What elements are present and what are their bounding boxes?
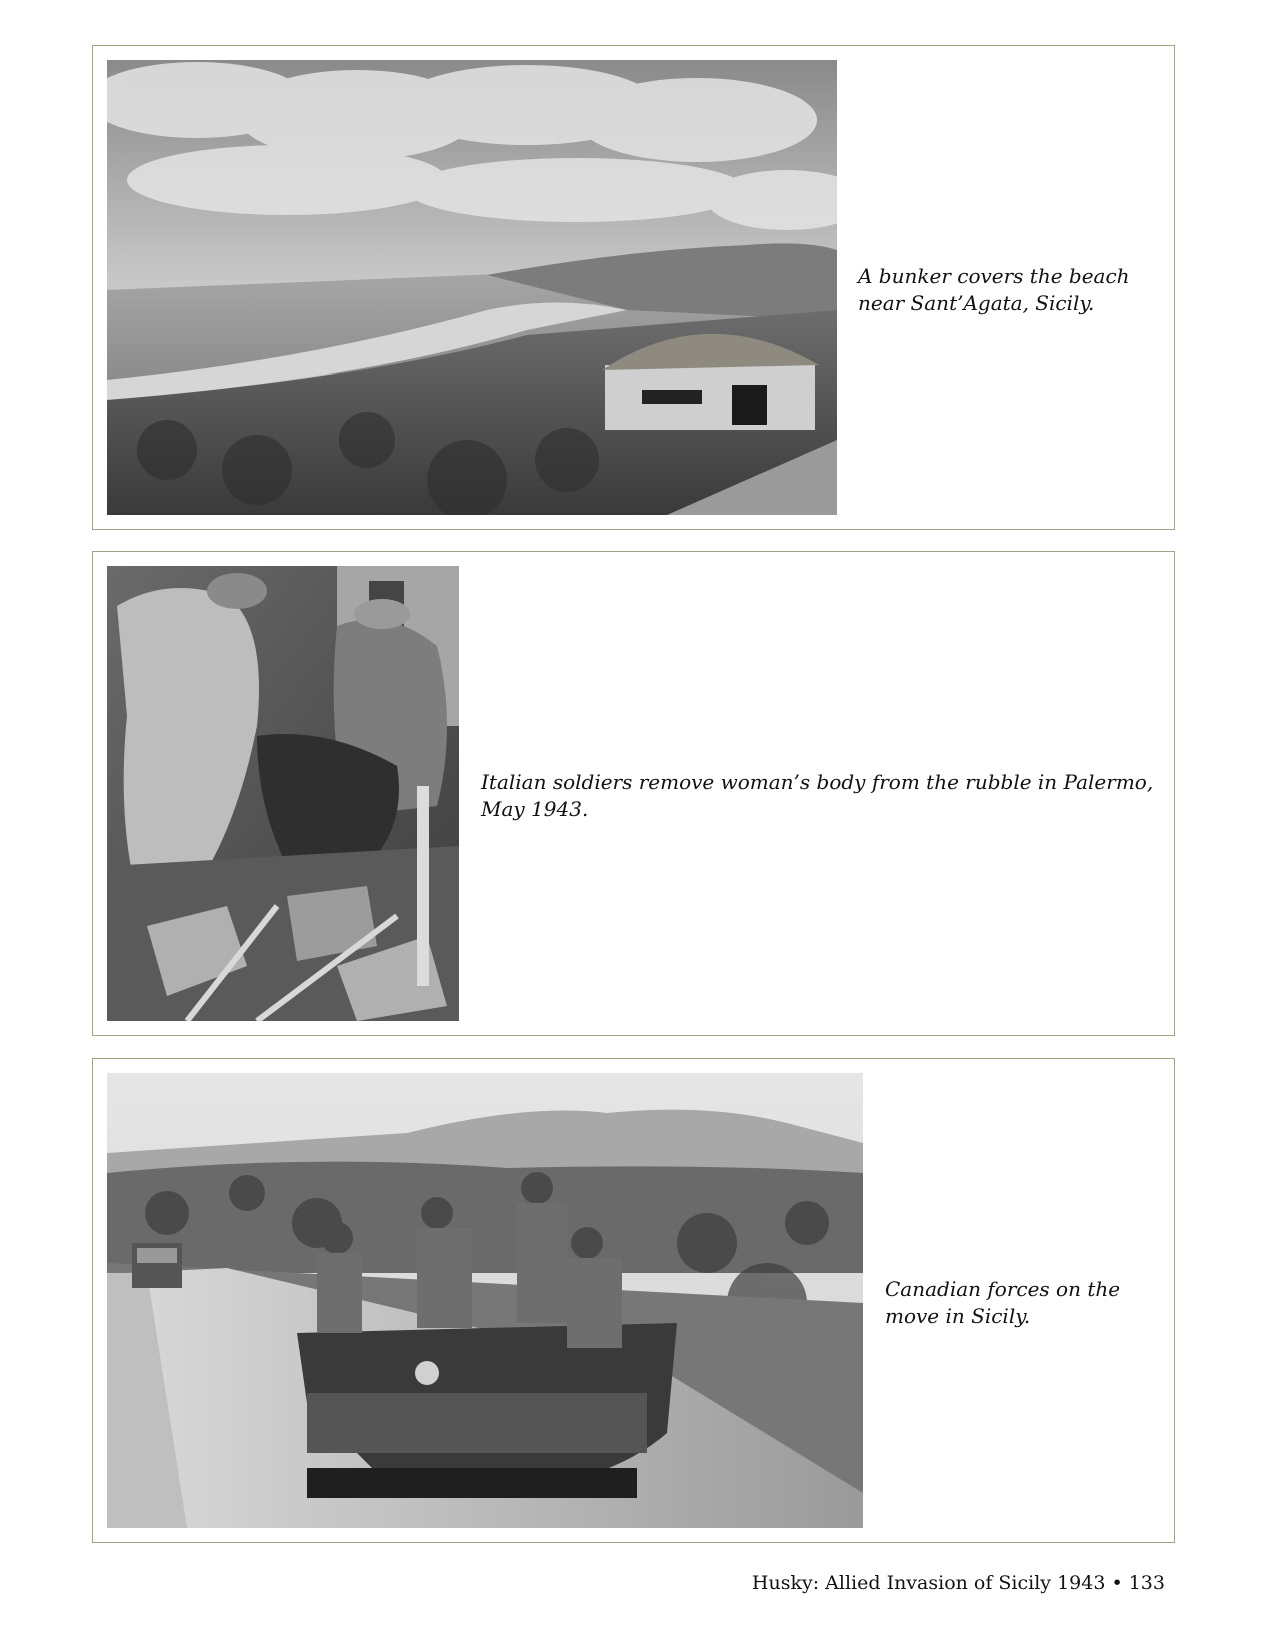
caption-bunker: A bunker covers the beach near Sant’Agata, Sicily. (858, 264, 1130, 315)
photo-bunker-beach (107, 60, 837, 515)
page-footer: Husky: Allied Invasion of Sicily 1943 • 133 (751, 1572, 1165, 1594)
photo-palermo-rubble (107, 566, 459, 1021)
palermo-rubble-image (107, 566, 459, 1021)
caption-canadian-forces: Canadian forces on the move in Sicily. (885, 1277, 1121, 1328)
figure-panel-canadian-forces (92, 1058, 1175, 1543)
bunker-beach-image (107, 60, 837, 515)
figure-panel-bunker (92, 45, 1175, 530)
photo-canadian-forces (107, 1073, 863, 1528)
caption-palermo: Italian soldiers remove woman’s body from the rubble in Palermo, May 1943. (481, 770, 1154, 821)
canadian-forces-image (107, 1073, 863, 1528)
figure-panel-palermo (92, 551, 1175, 1036)
